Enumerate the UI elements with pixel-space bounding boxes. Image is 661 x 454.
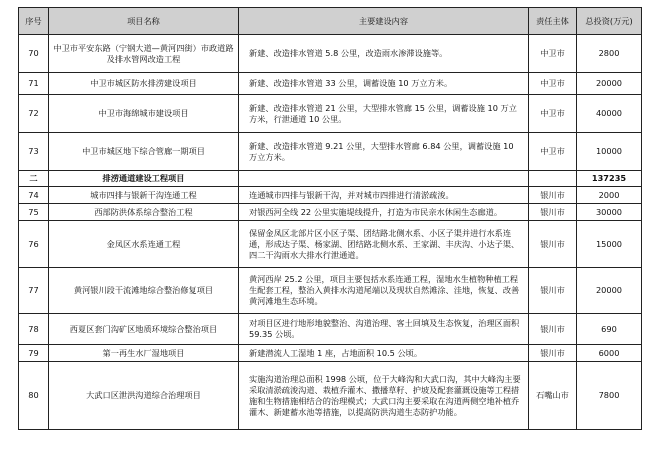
table-row	[19, 314, 642, 345]
cell-owner: 银川市	[529, 314, 577, 345]
table-row	[19, 95, 642, 133]
cell-owner: 中卫市	[529, 35, 577, 73]
project-table	[18, 7, 642, 430]
cell-seq: 77	[19, 268, 49, 314]
cell-name: 中卫市海绵城市建设项目	[49, 95, 239, 133]
table-row	[19, 35, 642, 73]
cell-seq: 73	[19, 133, 49, 171]
cell-content	[239, 171, 529, 187]
cell-name: 排涝通道建设工程项目	[49, 171, 239, 187]
cell-content: 连通城市四排与银新干沟，并对城市四排进行清淤疏浚。	[239, 187, 529, 204]
cell-owner: 石嘴山市	[529, 362, 577, 430]
cell-name: 第一再生水厂湿地项目	[49, 345, 239, 362]
cell-investment: 690	[577, 314, 642, 345]
cell-content: 保留金凤区北部片区小区子渠、团结路北侧水系、小区子渠并进行水系连通，形成达子渠、杨家湖、团结路北侧水系、王家湖、丰庆沟、小达子渠、四二干沟雨水大排水行泄通道。	[239, 221, 529, 268]
cell-name: 大武口区泄洪沟道综合治理项目	[49, 362, 239, 430]
table-row	[19, 221, 642, 268]
cell-investment: 20000	[577, 268, 642, 314]
cell-investment: 7800	[577, 362, 642, 430]
cell-name: 城市四排与银新干沟连通工程	[49, 187, 239, 204]
cell-seq: 74	[19, 187, 49, 204]
cell-investment: 6000	[577, 345, 642, 362]
cell-content: 新建、改造排水管道 5.8 公里，改造雨水渗滞设施等。	[239, 35, 529, 73]
cell-seq: 80	[19, 362, 49, 430]
cell-seq: 76	[19, 221, 49, 268]
cell-investment: 20000	[577, 73, 642, 95]
table-row	[19, 204, 642, 221]
cell-content: 对银西河全线 22 公里实施堤线提升，打造为市民亲水休闲生态廊道。	[239, 204, 529, 221]
cell-owner: 中卫市	[529, 95, 577, 133]
cell-owner	[529, 171, 577, 187]
cell-seq: 71	[19, 73, 49, 95]
cell-seq: 二	[19, 171, 49, 187]
cell-content: 对项目区进行地形地貌整治、沟道治理、客土回填及生态恢复，治理区面积 59.35 公顷。	[239, 314, 529, 345]
table-header-row	[19, 8, 642, 35]
cell-owner: 银川市	[529, 221, 577, 268]
section-row	[19, 171, 642, 187]
cell-content: 实施沟道治理总面积 1998 公顷，位于大峰沟和大武口沟，其中大峰沟主要采取清淤疏浚沟道、栽植乔灌木、撒播草籽、护坡及配套灌溉设施等工程措施和生物措施相结合的治理模式；大武口沟主要采取在沟道两侧空地补植乔灌木、新建蓄水池等措施，以提高防洪沟道生态防护功能。	[239, 362, 529, 430]
cell-name: 西部防洪体系综合整治工程	[49, 204, 239, 221]
cell-owner: 中卫市	[529, 133, 577, 171]
cell-content: 新建、改造排水管道 9.21 公里，大型排水管廊 6.84 公里，调蓄设施 10 万立方米。	[239, 133, 529, 171]
cell-investment: 30000	[577, 204, 642, 221]
table-row	[19, 345, 642, 362]
table-row	[19, 73, 642, 95]
cell-owner: 银川市	[529, 268, 577, 314]
cell-seq: 79	[19, 345, 49, 362]
cell-investment: 137235	[577, 171, 642, 187]
header-owner: 责任主体	[529, 8, 577, 35]
cell-seq: 75	[19, 204, 49, 221]
cell-owner: 中卫市	[529, 73, 577, 95]
header-seq: 序号	[19, 8, 49, 35]
cell-name: 中卫市平安东路（宁钢大道—黄河四街）市政道路及排水管网改造工程	[49, 35, 239, 73]
cell-investment: 2000	[577, 187, 642, 204]
cell-seq: 70	[19, 35, 49, 73]
cell-owner: 银川市	[529, 187, 577, 204]
cell-investment: 40000	[577, 95, 642, 133]
header-investment: 总投资(万元)	[577, 8, 642, 35]
cell-name: 金凤区水系连通工程	[49, 221, 239, 268]
cell-investment: 2800	[577, 35, 642, 73]
cell-content: 新建潜流人工湿地 1 座，占地面积 10.5 公顷。	[239, 345, 529, 362]
header-name: 项目名称	[49, 8, 239, 35]
table-row	[19, 362, 642, 430]
table-row	[19, 187, 642, 204]
cell-name: 中卫市城区地下综合管廊一期项目	[49, 133, 239, 171]
cell-content: 新建、改造排水管道 21 公里，大型排水管廊 15 公里，调蓄设施 10 万立方米，行泄通道 10 公里。	[239, 95, 529, 133]
cell-name: 中卫市城区防水排涝建设项目	[49, 73, 239, 95]
cell-investment: 15000	[577, 221, 642, 268]
cell-content: 新建、改造排水管道 33 公里，调蓄设施 10 万立方米。	[239, 73, 529, 95]
cell-investment: 10000	[577, 133, 642, 171]
cell-owner: 银川市	[529, 345, 577, 362]
project-table-wrapper	[18, 7, 641, 430]
table-row	[19, 133, 642, 171]
cell-content: 黄河西岸 25.2 公里，项目主要包括水系连通工程，湿地水生植物种植工程生配套工程，整治入黄排水沟道尾端以及现状自然滩涂、洼地，恢复、改善黄河滩地生态环境。	[239, 268, 529, 314]
table-row	[19, 268, 642, 314]
cell-seq: 78	[19, 314, 49, 345]
cell-owner: 银川市	[529, 204, 577, 221]
cell-name: 黄河银川段干流滩地综合整治修复项目	[49, 268, 239, 314]
cell-name: 西夏区套门沟矿区地质环境综合整治项目	[49, 314, 239, 345]
cell-seq: 72	[19, 95, 49, 133]
header-content: 主要建设内容	[239, 8, 529, 35]
